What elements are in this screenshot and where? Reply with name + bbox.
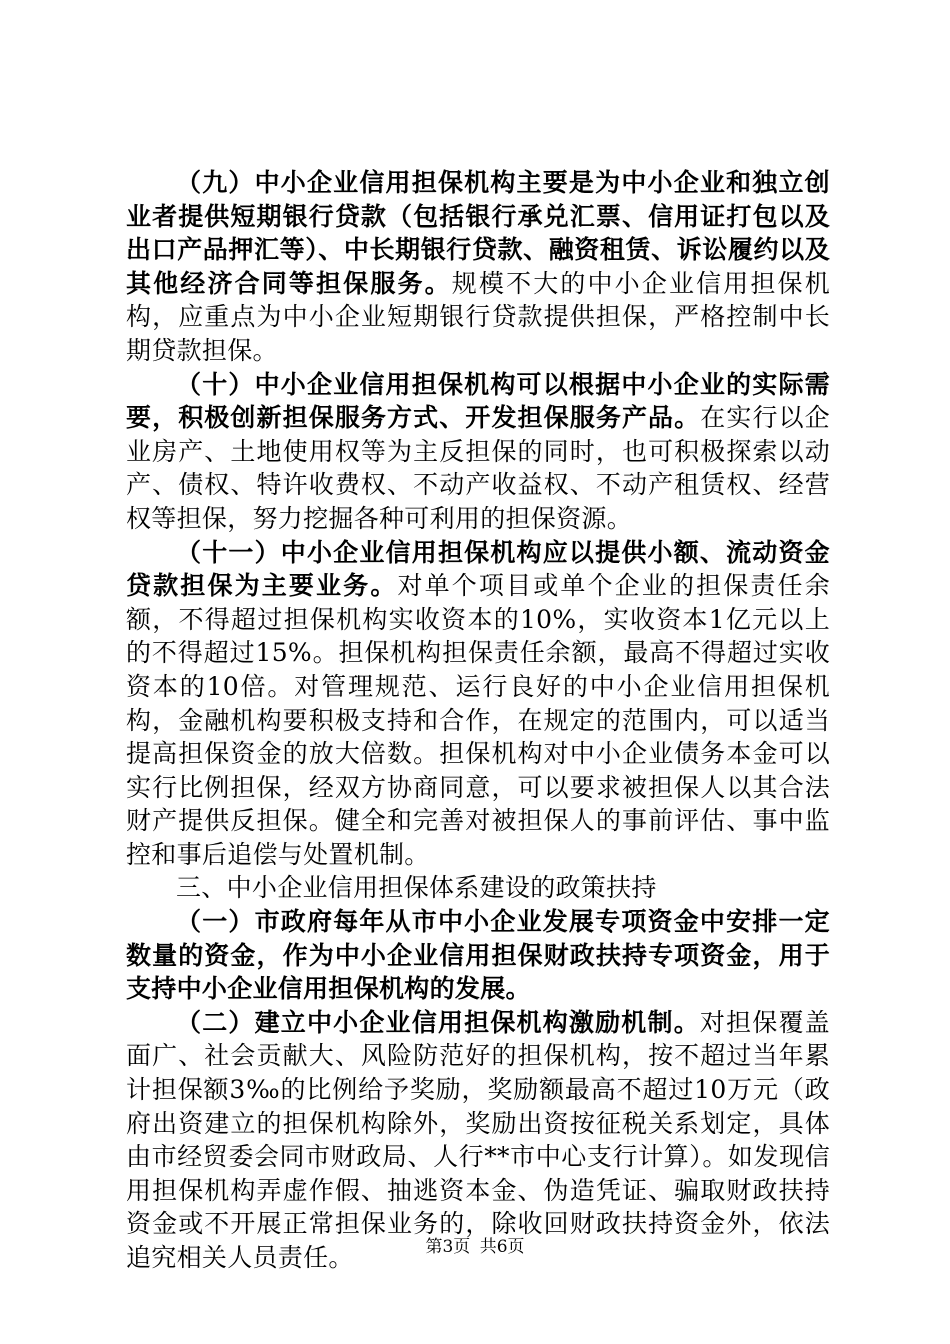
paragraph-11-text: 对单个项目或单个企业的担保责任余额，不得超过担保机构实收资本的10%，实收资本1亿元以上的不得超过15%。担保机构担保责任余额，最高不得超过实收资本的10倍。对管理规范、运行良好的中小企业信用担保机构，金融机构要积极支持和合作，在规定的范围内，可以适当提高担保资金的放大倍数。担保机构对中小企业债务本金可以实行比例担保，经双方协商同意，可以要求被担保人以其合法财产提供反担保。健全和完善对被担保人的事前评估、事中监控和事后追偿与处置机制。 <box>126 571 830 869</box>
paragraph-policy-2 <box>126 1006 830 1275</box>
paragraph-10-lead: （十）中小企业信用担保机构可以根据中小企业的实际需要，积极创新担保服务方式、开发担保服务产品。 <box>126 369 830 433</box>
document-body <box>126 166 830 1275</box>
paragraph-policy-1-lead: （一）市政府每年从市中小企业发展专项资金中安排一定数量的资金，作为中小企业信用担保财政扶持专项资金，用于支持中小企业信用担保机构的发展。 <box>126 907 830 1004</box>
paragraph-9-text: 规模不大的中小企业信用担保机构，应重点为中小企业短期银行贷款提供担保，严格控制中长期贷款担保。 <box>126 268 830 365</box>
paragraph-policy-1 <box>126 905 830 1006</box>
paragraph-10 <box>126 368 830 536</box>
page-footer <box>0 1236 950 1258</box>
paragraph-policy-2-text: 对担保覆盖面广、社会贡献大、风险防范好的担保机构，按不超过当年累计担保额3‰的比例给予奖励，奖励额最高不超过10万元（政府出资建立的担保机构除外，奖励出资按征税关系划定，具体由市经贸委会同市财政局、人行**市中心支行计算）。如发现信用担保机构弄虚作假、抽逃资本金、伪造凭证、骗取财政扶持资金或不开展正常担保业务的，除收回财政扶持资金外，依法追究相关人员责任。 <box>126 1007 830 1272</box>
paragraph-10-text: 在实行以企业房产、土地使用权等为主反担保的同时，也可积极探索以动产、债权、特许收费权、不动产收益权、不动产租赁权、经营权等担保，努力挖掘各种可利用的担保资源。 <box>126 403 830 533</box>
paragraph-11 <box>126 536 830 872</box>
paragraph-11-lead: （十一）中小企业信用担保机构应以提供小额、流动资金贷款担保为主要业务。 <box>126 537 830 601</box>
page-number: 第3页 <box>425 1237 471 1257</box>
paragraph-9-lead: （九）中小企业信用担保机构主要是为中小企业和独立创业者提供短期银行贷款（包括银行承兑汇票、信用证打包以及出口产品押汇等）、中长期银行贷款、融资租赁、诉讼履约以及其他经济合同等担保服务。 <box>126 168 830 298</box>
section-heading: 三、中小企业信用担保体系建设的政策扶持 <box>176 873 657 903</box>
page-total: 共6页 <box>479 1237 525 1257</box>
paragraph-9 <box>126 166 830 368</box>
paragraph-policy-2-lead: （二）建立中小企业信用担保机构激励机制。 <box>176 1007 700 1037</box>
